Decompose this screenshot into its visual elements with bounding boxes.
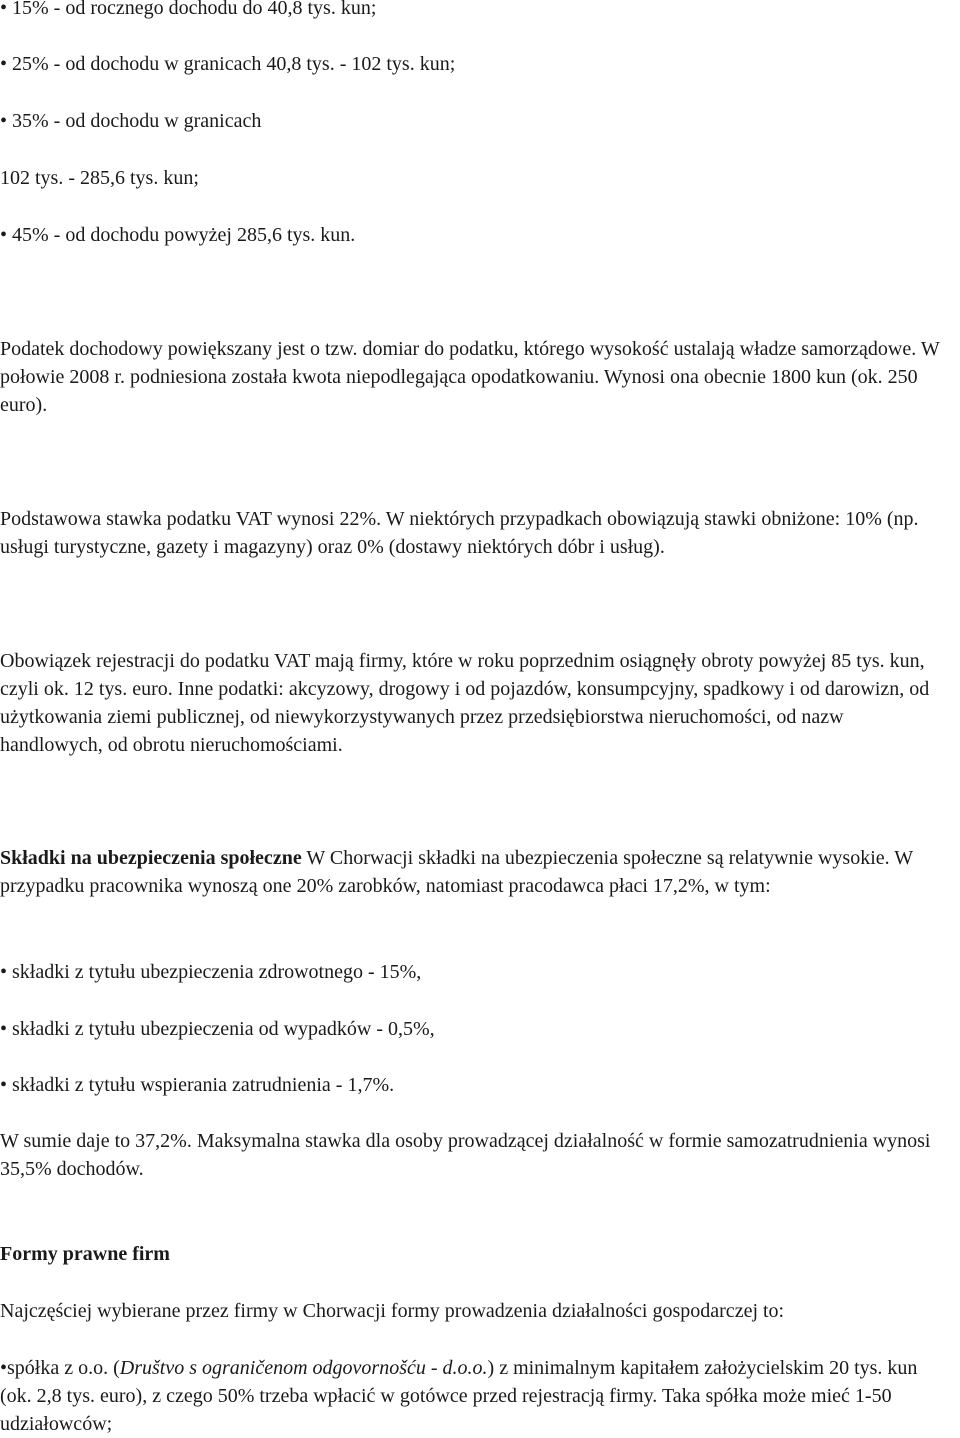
list-item: •35% - od dochodu w granicach: [0, 107, 950, 135]
bullet-icon: [0, 107, 12, 135]
social-insurance-paragraph: Składki na ubezpieczenia społeczne W Chorwacji składki na ubezpieczenia społeczne są relatywnie wysokie. W przypadku pracownika wynoszą one 20% zarobków, natomiast pracodawca płaci 17,2%, w tym:: [0, 847, 913, 897]
legal-forms-intro: Najczęściej wybierane przez firmy w Chorwacji formy prowadzenia działalności gospodarczej to:: [0, 1300, 785, 1322]
bullet-icon: [0, 1071, 12, 1099]
bullet-icon: [0, 1357, 7, 1379]
list-item-continuation: 102 tys. - 285,6 tys. kun;: [0, 167, 199, 189]
list-item: •składki z tytułu ubezpieczenia od wypadków - 0,5%,: [0, 1015, 950, 1043]
list-item: •składki z tytułu ubezpieczenia zdrowotnego - 15%,: [0, 958, 950, 986]
list-item: •składki z tytułu wspierania zatrudnienia - 1,7%.: [0, 1071, 950, 1099]
bullet-icon: [0, 1015, 12, 1043]
bullet-icon: [0, 50, 12, 78]
social-summary-paragraph: W sumie daje to 37,2%. Maksymalna stawka dla osoby prowadzącej działalność w formie samozatrudnienia wynosi 35,5% dochodów.: [0, 1130, 931, 1180]
legal-forms-heading: Formy prawne firm: [0, 1243, 170, 1265]
list-item: • spółka z o.o. (Društvo s ograničenom odgovornošću - d.o.o.) z minimalnym kapitałem założycielskim 20 tys. kun (ok. 2,8 tys. euro), z czego 50% trzeba wpłacić w gotówce przed rejestracją firmy. Taka spółka może mieć 1-50 udziałowców;: [0, 1354, 950, 1438]
bullet-icon: [0, 0, 12, 22]
list-item: •25% - od dochodu w granicach 40,8 tys. - 102 tys. kun;: [0, 50, 950, 78]
surcharge-paragraph: Podatek dochodowy powiększany jest o tzw. domiar do podatku, którego wysokość ustalają władze samorządowe. W połowie 2008 r. podniesiona została kwota niepodlegająca opodatkowaniu. Wynosi ona obecnie 1800 kun (ok. 250 euro).: [0, 338, 940, 416]
bullet-icon: [0, 221, 12, 249]
registration-paragraph: Obowiązek rejestracji do podatku VAT mają firmy, które w roku poprzednim osiągnęły obroty powyżej 85 tys. kun, czyli ok. 12 tys. euro. Inne podatki: akcyzowy, drogowy i od pojazdów, konsumpcyjny, spadkowy i od darowizn, od użytkowania ziemi publicznej, od niewykorzystywanych przez przedsiębiorstwa nieruchomości, od nazw handlowych, od obrotu nieruchomościami.: [0, 650, 930, 756]
bullet-icon: [0, 958, 12, 986]
list-item: •15% - od rocznego dochodu do 40,8 tys. kun;: [0, 0, 950, 22]
vat-paragraph: Podstawowa stawka podatku VAT wynosi 22%. W niektórych przypadkach obowiązują stawki obniżone: 10% (np. usługi turystyczne, gazety i magazyny) oraz 0% (dostawy niektórych dóbr i usług).: [0, 508, 919, 558]
social-insurance-heading: Składki na ubezpieczenia społeczne: [0, 847, 302, 869]
list-item: •45% - od dochodu powyżej 285,6 tys. kun.: [0, 221, 950, 249]
